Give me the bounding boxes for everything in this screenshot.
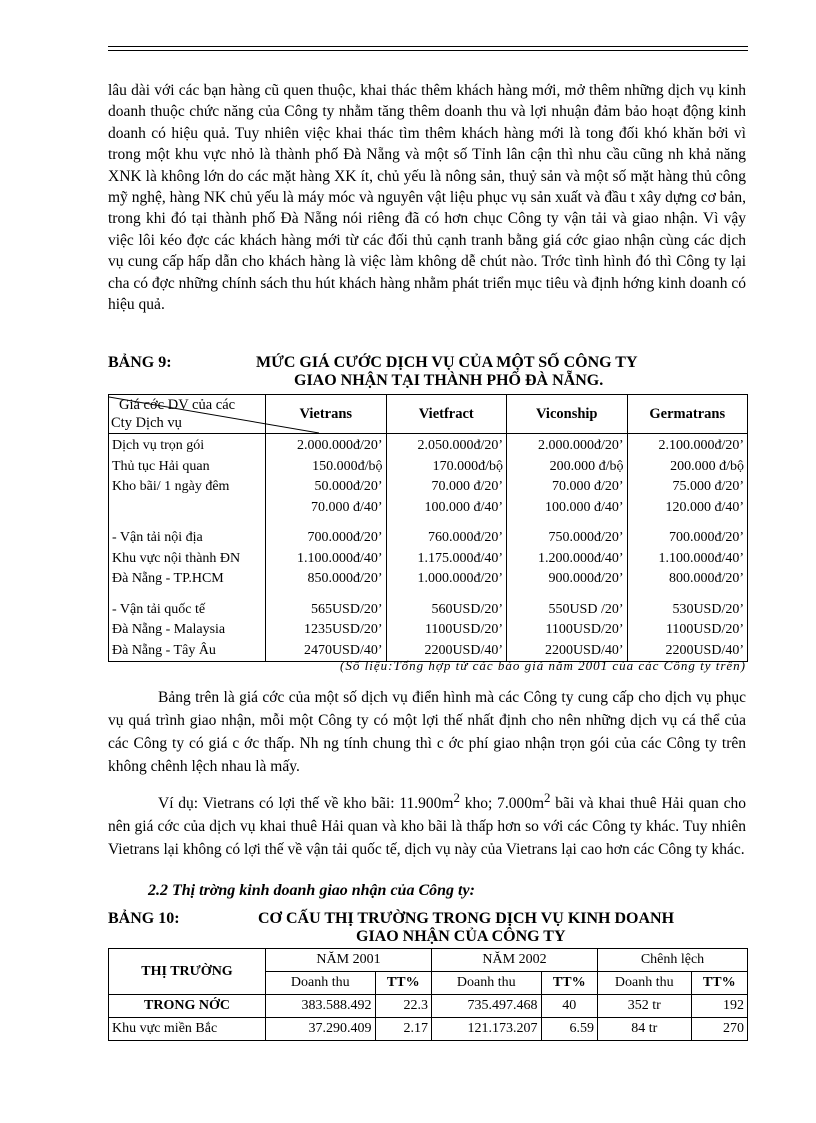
- example-text-a: Ví dụ: Vietrans có lợi thế về kho bãi: 11.900m: [158, 795, 454, 813]
- revenue-cell: 383.588.492: [266, 995, 376, 1018]
- price-cell: 2200USD/40’: [665, 642, 744, 658]
- price-cell: 70.000 đ/20’: [431, 479, 503, 494]
- service-label: Đà Nẵng - TP.HCM: [112, 571, 224, 586]
- superscript: 2: [453, 790, 460, 805]
- price-column-vietfract: [386, 434, 507, 662]
- table10-title-line1: CƠ CẤU THỊ TRƯỜNG TRONG DỊCH VỤ KINH DOANH: [258, 910, 675, 927]
- price-cell: 850.000đ/20’: [307, 571, 383, 586]
- company-viconship: Viconship: [507, 395, 628, 434]
- share-cell: 2.17: [375, 1018, 431, 1041]
- market-table: [108, 948, 748, 1041]
- share-cell: 40: [541, 995, 597, 1018]
- market-cell: Khu vực miền Bắc: [109, 1018, 266, 1041]
- example-text-b: kho; 7.000m: [459, 795, 545, 813]
- header-rule-thin: [108, 50, 748, 51]
- paragraph-example: [108, 786, 746, 861]
- price-cell: 50.000đ/20’: [314, 479, 383, 494]
- price-cell: 75.000 đ/20’: [672, 479, 744, 494]
- service-label: - Vận tải nội địa: [112, 530, 203, 545]
- revenue-cell: 37.290.409: [266, 1018, 376, 1041]
- price-cell: 800.000đ/20’: [668, 571, 744, 586]
- revenue-header: Doanh thu: [598, 972, 692, 995]
- diff-revenue-cell: 352 tr: [598, 995, 692, 1018]
- price-column-germatrans: [627, 434, 748, 662]
- service-label: Thủ tục Hải quan: [112, 458, 210, 474]
- diagonal-line: [109, 395, 319, 435]
- section-heading: 2.2 Thị trờng kinh doanh giao nhận của Công ty:: [148, 882, 475, 899]
- price-cell: 1.100.000đ/40’: [658, 550, 744, 566]
- price-cell: 1.200.000đ/40’: [537, 550, 624, 566]
- corner-header-bottom: Cty Dịch vụ: [111, 415, 182, 431]
- table10-label: BẢNG 10:: [108, 910, 180, 927]
- price-cell: 70.000 đ/20’: [551, 479, 624, 494]
- price-cell: 760.000đ/20’: [427, 530, 503, 545]
- price-cell: 150.000đ/bộ: [312, 458, 383, 474]
- table9-title-line1: MỨC GIÁ CƯỚC DỊCH VỤ CỦA MỘT SỐ CÔNG TY: [256, 354, 638, 371]
- table10-title: [108, 910, 748, 946]
- service-label: - Vận tải quốc tế: [112, 601, 206, 617]
- market-cell: TRONG NỚC: [109, 995, 266, 1018]
- share-header: TT%: [691, 972, 748, 995]
- price-cell: 100.000 đ/40’: [544, 499, 624, 515]
- company-germatrans: Germatrans: [627, 395, 748, 434]
- share-header: TT%: [541, 972, 597, 995]
- price-cell: 1.175.000đ/40’: [417, 550, 503, 566]
- share-cell: 22.3: [375, 995, 431, 1018]
- price-cell: 530USD/20’: [672, 601, 744, 617]
- price-cell: 2.000.000đ/20’: [537, 438, 624, 453]
- paragraph-intro: lâu dài với các bạn hàng cũ quen thuộc, khai thác thêm khách hàng mới, mở thêm những dịch vụ kinh doanh thuộc chức năng của Công ty nhằm tăng thêm doanh thu và lợi nhuận đảm bảo hoạt động kinh doanh có hiệu quả. Tuy nhiên việc khai thác tìm thêm khách hàng mới là tong đối khó khăn bởi vì trong một khu vực nhỏ là thành phố Đà Nẵng và một số Tỉnh lân cận thì nhu cầu cũng nh khả năng XNK là không lớn do các mặt hàng XK ít, chủ yếu là nông sản, thuỷ sản và một số mặt hàng thủ công mỹ nghệ, hàng NK chủ yếu là máy móc và nguyên vật liệu phục vụ sản xuất và đầu t xây dựng cơ bản, trong khi đó tại thành phố Đà Nẵng nói riêng đã có hơn chục Công ty vận tải và giao nhận. Vì vậy việc lôi kéo đợc các khách hàng mới từ các đối thủ cạnh tranh bằng giá cớc giao nhận cùng các dịch vụ cung cấp hấp dẫn cho khách hàng là việc làm không dễ chút nào. Trớc tình hình đó thì Công ty lại cha có đợc những chính sách thu hút khách hàng nhằm phát triển mục tiêu và định hớng kinh doanh có hiệu quả.: [108, 82, 746, 314]
- price-cell: 750.000đ/20’: [548, 530, 624, 545]
- price-column-vietrans: [266, 434, 387, 662]
- table10-title-line2: GIAO NHẬN CỦA CÔNG TY: [356, 928, 566, 945]
- table9-label: BẢNG 9:: [108, 354, 172, 371]
- service-label: Đà Nẵng - Malaysia: [112, 622, 226, 637]
- price-cell: 560USD/20’: [431, 601, 503, 617]
- year-2001-header: NĂM 2001: [266, 949, 432, 972]
- table9-title-line2: GIAO NHẬN TẠI THÀNH PHỐ ĐÀ NẴNG.: [294, 372, 604, 389]
- service-column: [109, 434, 266, 662]
- diff-share-cell: 192: [691, 995, 748, 1018]
- year-2002-header: NĂM 2002: [432, 949, 598, 972]
- share-cell: 6.59: [541, 1018, 597, 1041]
- market-header: THỊ TRƯỜNG: [109, 949, 266, 995]
- price-cell: 1.100.000đ/40’: [296, 550, 383, 566]
- company-vietfract: Vietfract: [386, 395, 507, 434]
- price-cell: 1235USD/20’: [303, 622, 383, 637]
- revenue-cell: 121.173.207: [432, 1018, 542, 1041]
- table-row: [109, 1018, 748, 1041]
- price-cell: 1100USD/20’: [545, 622, 624, 637]
- service-label: [112, 498, 262, 519]
- price-cell: 120.000 đ/40’: [665, 499, 744, 515]
- price-cell: 565USD/20’: [310, 601, 383, 617]
- diff-share-cell: 270: [691, 1018, 748, 1041]
- price-cell: 700.000đ/20’: [307, 530, 383, 545]
- price-cell: 2200USD/40’: [424, 642, 503, 658]
- corner-header: [109, 395, 266, 434]
- table9-title: [108, 354, 748, 390]
- price-table: [108, 394, 748, 662]
- price-cell: 2.000.000đ/20’: [296, 438, 383, 453]
- revenue-header: Doanh thu: [432, 972, 542, 995]
- price-cell: 550USD /20’: [548, 601, 624, 617]
- price-cell: 700.000đ/20’: [668, 530, 744, 545]
- price-cell: 200.000 đ/bộ: [670, 458, 744, 474]
- price-cell: 100.000 đ/40’: [424, 499, 503, 515]
- share-header: TT%: [375, 972, 431, 995]
- price-cell: 70.000 đ/40’: [310, 499, 383, 515]
- price-cell: 900.000đ/20’: [548, 571, 624, 586]
- header-rule-thick: [108, 46, 748, 47]
- revenue-cell: 735.497.468: [432, 995, 542, 1018]
- price-cell: 170.000đ/bộ: [432, 458, 503, 474]
- service-label: Dịch vụ trọn gói: [112, 438, 205, 453]
- diff-revenue-cell: 84 tr: [598, 1018, 692, 1041]
- difference-header: Chênh lệch: [598, 949, 748, 972]
- price-cell: 2200USD/40’: [544, 642, 624, 658]
- price-cell: 1.000.000đ/20’: [417, 571, 503, 586]
- price-cell: 2.050.000đ/20’: [417, 438, 503, 453]
- service-label: Đà Nẵng - Tây Âu: [112, 642, 216, 658]
- analysis-text: [108, 686, 746, 861]
- company-vietrans: Vietrans: [266, 395, 387, 434]
- revenue-header: Doanh thu: [266, 972, 376, 995]
- price-cell: 200.000 đ/bộ: [549, 458, 624, 474]
- example-text-c: bãi và khai thuê Hải quan cho nên giá cớc của dịch vụ khai thuê Hải quan và kho bãi là thấp hơn so với các Công ty khác. Tuy nhiên Vietrans lại không có lợi thế về vận tải quốc tế, dịch vụ này của Vietrans lại cao hơn các Công ty khác.: [108, 795, 746, 859]
- price-cell: 1100USD/20’: [665, 622, 744, 637]
- price-column-viconship: [507, 434, 628, 662]
- price-cell: 2470USD/40’: [303, 642, 383, 658]
- paragraph-table-comment: Bảng trên là giá cớc của một số dịch vụ điển hình mà các Công ty cung cấp cho dịch vụ phục vụ quá trình giao nhận, mỗi một Công ty có một lợi thế nhất định cho nên những dịch vụ cá thể của các Công ty có giá c ớc thấp. Nh ng tính chung thì c ớc phí giao nhận trọn gói của các Công ty trên không chênh lệch nhau là mấy.: [108, 689, 746, 775]
- service-label: Kho bãi/ 1 ngày đêm: [112, 479, 230, 494]
- price-cell: 1100USD/20’: [424, 622, 503, 637]
- corner-header-top: Giá cớc DV của các: [119, 397, 236, 413]
- table-row: [109, 995, 748, 1018]
- service-label: Khu vực nội thành ĐN: [112, 550, 241, 566]
- superscript: 2: [544, 790, 551, 805]
- table9-source: (Số liệu:Tổng hợp từ các báo giá năm 2001 của các Công ty trên): [340, 658, 746, 673]
- price-cell: 2.100.000đ/20’: [658, 438, 744, 453]
